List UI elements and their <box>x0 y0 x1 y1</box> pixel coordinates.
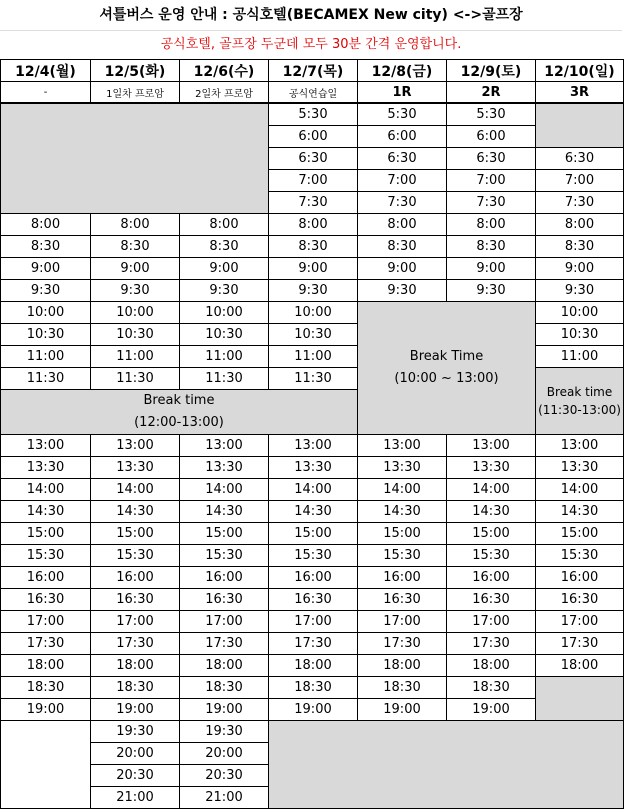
time-cell: 18:00 <box>358 655 447 677</box>
time-cell: 6:30 <box>358 148 447 170</box>
time-cell: 11:30 <box>91 368 180 390</box>
time-cell: 7:30 <box>447 192 536 214</box>
time-cell: 16:30 <box>180 589 269 611</box>
time-row <box>1 589 624 611</box>
time-cell: 20:00 <box>180 743 269 765</box>
time-cell: 14:00 <box>536 479 624 501</box>
time-row <box>1 699 624 721</box>
time-cell: 18:00 <box>269 655 358 677</box>
time-cell: 10:30 <box>1 324 91 346</box>
time-cell: 18:00 <box>1 655 91 677</box>
time-cell: 17:30 <box>91 633 180 655</box>
time-cell: 16:30 <box>536 589 624 611</box>
time-cell: 21:00 <box>180 787 269 809</box>
time-cell: 15:30 <box>91 545 180 567</box>
time-cell: 15:30 <box>447 545 536 567</box>
time-row <box>1 677 624 699</box>
time-cell: 17:00 <box>269 611 358 633</box>
time-cell: 15:30 <box>1 545 91 567</box>
time-cell: 18:30 <box>1 677 91 699</box>
time-cell: 14:30 <box>536 501 624 523</box>
time-cell: 14:00 <box>358 479 447 501</box>
time-cell: 16:00 <box>447 567 536 589</box>
time-cell: 7:30 <box>536 192 624 214</box>
time-cell: 13:30 <box>91 457 180 479</box>
time-cell: 11:30 <box>180 368 269 390</box>
time-cell: 13:00 <box>180 435 269 457</box>
time-cell: 8:30 <box>91 236 180 258</box>
time-row <box>1 545 624 567</box>
time-cell: 13:00 <box>358 435 447 457</box>
time-cell: 14:30 <box>447 501 536 523</box>
time-cell: 16:00 <box>536 567 624 589</box>
time-cell: 8:00 <box>91 214 180 236</box>
time-cell: 10:30 <box>180 324 269 346</box>
break-time-block <box>358 302 536 435</box>
empty-cell <box>536 677 624 721</box>
time-cell: 9:30 <box>180 280 269 302</box>
break-label: (10:00 ~ 13:00) <box>394 371 499 386</box>
time-cell: 16:30 <box>447 589 536 611</box>
time-cell: 17:30 <box>447 633 536 655</box>
schedule-body <box>1 60 624 809</box>
break-label: (11:30-13:00) <box>538 403 621 417</box>
day-header: 12/7(목) <box>269 60 358 82</box>
day-header-row <box>1 60 624 82</box>
time-row <box>1 103 624 126</box>
time-cell: 16:30 <box>269 589 358 611</box>
time-cell: 9:30 <box>269 280 358 302</box>
time-cell: 7:00 <box>447 170 536 192</box>
time-cell: 8:00 <box>358 214 447 236</box>
time-cell: 15:30 <box>358 545 447 567</box>
time-row <box>1 567 624 589</box>
time-row <box>1 479 624 501</box>
time-cell: 7:00 <box>269 170 358 192</box>
page-title: 셔틀버스 운영 안내 : 공식호텔(BECAMEX New city) <->골프장 <box>99 7 523 23</box>
time-cell: 19:00 <box>1 699 91 721</box>
time-cell: 8:30 <box>1 236 91 258</box>
time-cell: 6:30 <box>447 148 536 170</box>
time-cell: 14:00 <box>91 479 180 501</box>
sublabel: 2일차 프로암 <box>180 82 269 104</box>
time-cell: 13:00 <box>269 435 358 457</box>
day-header: 12/10(일) <box>536 60 624 82</box>
break-time-block <box>536 368 624 435</box>
time-row <box>1 457 624 479</box>
time-cell: 9:00 <box>358 258 447 280</box>
time-cell: 5:30 <box>269 103 358 126</box>
time-cell: 15:00 <box>91 523 180 545</box>
time-cell: 11:30 <box>269 368 358 390</box>
notice-text: 공식호텔, 골프장 두군데 모두 30분 간격 운영합니다. <box>0 30 622 59</box>
time-cell: 11:00 <box>91 346 180 368</box>
time-cell: 9:30 <box>536 280 624 302</box>
time-cell: 13:00 <box>91 435 180 457</box>
time-cell: 8:00 <box>180 214 269 236</box>
time-cell: 18:30 <box>91 677 180 699</box>
time-cell: 18:30 <box>269 677 358 699</box>
sublabel: - <box>1 82 91 104</box>
time-cell: 9:30 <box>447 280 536 302</box>
time-cell: 19:00 <box>180 699 269 721</box>
time-row <box>1 258 624 280</box>
time-cell: 8:00 <box>536 214 624 236</box>
time-row <box>1 501 624 523</box>
time-cell: 14:30 <box>91 501 180 523</box>
time-cell: 15:00 <box>269 523 358 545</box>
sublabel: 1R <box>358 82 447 104</box>
time-cell: 18:00 <box>91 655 180 677</box>
time-cell: 9:00 <box>180 258 269 280</box>
time-cell: 6:00 <box>269 126 358 148</box>
time-cell: 9:30 <box>358 280 447 302</box>
schedule-table <box>0 59 624 809</box>
time-cell: 13:30 <box>358 457 447 479</box>
time-cell: 20:30 <box>180 765 269 787</box>
time-cell: 11:00 <box>180 346 269 368</box>
time-cell: 19:30 <box>180 721 269 743</box>
time-cell: 16:00 <box>91 567 180 589</box>
time-cell: 14:30 <box>269 501 358 523</box>
time-cell: 15:30 <box>180 545 269 567</box>
time-cell: 19:00 <box>358 699 447 721</box>
time-cell: 15:00 <box>358 523 447 545</box>
empty-cell <box>1 103 269 214</box>
time-row <box>1 633 624 655</box>
time-cell: 19:00 <box>269 699 358 721</box>
break-label: Break time <box>143 393 215 408</box>
time-cell: 18:00 <box>180 655 269 677</box>
time-cell: 10:30 <box>269 324 358 346</box>
empty-cell <box>269 721 624 809</box>
time-cell: 9:00 <box>269 258 358 280</box>
time-cell: 6:00 <box>358 126 447 148</box>
time-cell: 10:00 <box>536 302 624 324</box>
sublabel: 3R <box>536 82 624 104</box>
time-cell: 16:00 <box>358 567 447 589</box>
time-row <box>1 236 624 258</box>
sublabel: 공식연습일 <box>269 82 358 104</box>
time-cell: 15:30 <box>536 545 624 567</box>
time-cell: 19:30 <box>91 721 180 743</box>
time-cell: 16:00 <box>180 567 269 589</box>
time-cell: 6:00 <box>447 126 536 148</box>
break-label: Break Time <box>409 349 484 364</box>
time-cell: 11:30 <box>1 368 91 390</box>
time-cell: 9:30 <box>91 280 180 302</box>
time-cell: 16:00 <box>269 567 358 589</box>
time-row <box>1 214 624 236</box>
time-cell: 8:30 <box>358 236 447 258</box>
time-cell: 14:30 <box>1 501 91 523</box>
time-cell: 10:00 <box>180 302 269 324</box>
time-cell: 14:00 <box>269 479 358 501</box>
time-cell: 18:30 <box>358 677 447 699</box>
time-cell: 8:00 <box>269 214 358 236</box>
time-cell: 7:00 <box>358 170 447 192</box>
time-cell: 15:00 <box>447 523 536 545</box>
time-cell: 13:30 <box>269 457 358 479</box>
time-cell: 6:30 <box>536 148 624 170</box>
time-cell: 14:00 <box>180 479 269 501</box>
time-cell: 9:00 <box>91 258 180 280</box>
time-cell: 17:30 <box>358 633 447 655</box>
time-cell: 10:30 <box>536 324 624 346</box>
time-cell: 20:00 <box>91 743 180 765</box>
day-header: 12/8(금) <box>358 60 447 82</box>
time-cell: 11:00 <box>269 346 358 368</box>
day-header: 12/4(월) <box>1 60 91 82</box>
time-cell: 10:00 <box>269 302 358 324</box>
time-cell: 7:30 <box>358 192 447 214</box>
time-cell: 18:30 <box>447 677 536 699</box>
time-cell: 14:30 <box>358 501 447 523</box>
empty-cell <box>1 721 91 809</box>
time-cell: 8:00 <box>1 214 91 236</box>
time-cell: 8:30 <box>447 236 536 258</box>
time-cell: 17:00 <box>180 611 269 633</box>
time-cell: 8:00 <box>447 214 536 236</box>
time-row <box>1 435 624 457</box>
time-cell: 7:30 <box>269 192 358 214</box>
time-row <box>1 655 624 677</box>
time-cell: 15:00 <box>180 523 269 545</box>
time-cell: 11:00 <box>1 346 91 368</box>
time-cell: 13:00 <box>447 435 536 457</box>
time-cell: 9:00 <box>1 258 91 280</box>
time-cell: 17:30 <box>1 633 91 655</box>
time-cell: 16:30 <box>91 589 180 611</box>
day-header: 12/6(수) <box>180 60 269 82</box>
break-label: Break time <box>546 385 613 399</box>
time-cell: 13:30 <box>536 457 624 479</box>
time-cell: 15:30 <box>269 545 358 567</box>
time-cell: 17:00 <box>91 611 180 633</box>
time-cell: 5:30 <box>358 103 447 126</box>
day-header: 12/5(화) <box>91 60 180 82</box>
time-cell: 15:00 <box>536 523 624 545</box>
time-cell: 19:00 <box>447 699 536 721</box>
time-cell: 5:30 <box>447 103 536 126</box>
time-cell: 11:00 <box>536 346 624 368</box>
time-row <box>1 302 624 324</box>
time-cell: 6:30 <box>269 148 358 170</box>
time-cell: 9:30 <box>1 280 91 302</box>
time-cell: 10:30 <box>91 324 180 346</box>
time-cell: 9:00 <box>447 258 536 280</box>
time-cell: 14:00 <box>1 479 91 501</box>
empty-cell <box>536 103 624 148</box>
time-cell: 13:00 <box>536 435 624 457</box>
time-row <box>1 721 624 743</box>
time-cell: 21:00 <box>91 787 180 809</box>
time-cell: 18:00 <box>536 655 624 677</box>
time-cell: 20:30 <box>91 765 180 787</box>
time-cell: 10:00 <box>91 302 180 324</box>
time-cell: 10:00 <box>1 302 91 324</box>
time-cell: 17:00 <box>447 611 536 633</box>
time-cell: 7:00 <box>536 170 624 192</box>
time-cell: 8:30 <box>536 236 624 258</box>
time-cell: 17:00 <box>1 611 91 633</box>
time-cell: 14:00 <box>447 479 536 501</box>
time-cell: 8:30 <box>269 236 358 258</box>
time-cell: 17:00 <box>358 611 447 633</box>
time-cell: 17:30 <box>269 633 358 655</box>
time-cell: 18:00 <box>447 655 536 677</box>
time-row <box>1 280 624 302</box>
time-cell: 9:00 <box>536 258 624 280</box>
time-cell: 16:30 <box>358 589 447 611</box>
time-cell: 13:30 <box>1 457 91 479</box>
time-row <box>1 523 624 545</box>
sublabel: 2R <box>447 82 536 104</box>
time-cell: 16:30 <box>1 589 91 611</box>
time-cell: 17:00 <box>536 611 624 633</box>
day-header: 12/9(토) <box>447 60 536 82</box>
time-cell: 13:00 <box>1 435 91 457</box>
sublabel-row <box>1 82 624 104</box>
time-cell: 15:00 <box>1 523 91 545</box>
break-label: (12:00-13:00) <box>134 415 224 430</box>
time-cell: 16:00 <box>1 567 91 589</box>
time-cell: 13:30 <box>180 457 269 479</box>
time-cell: 17:30 <box>180 633 269 655</box>
time-cell: 8:30 <box>180 236 269 258</box>
time-cell: 13:30 <box>447 457 536 479</box>
time-row <box>1 611 624 633</box>
time-cell: 14:30 <box>180 501 269 523</box>
time-cell: 19:00 <box>91 699 180 721</box>
sublabel: 1일차 프로암 <box>91 82 180 104</box>
time-cell: 18:30 <box>180 677 269 699</box>
break-time-block <box>1 390 358 435</box>
time-cell: 17:30 <box>536 633 624 655</box>
